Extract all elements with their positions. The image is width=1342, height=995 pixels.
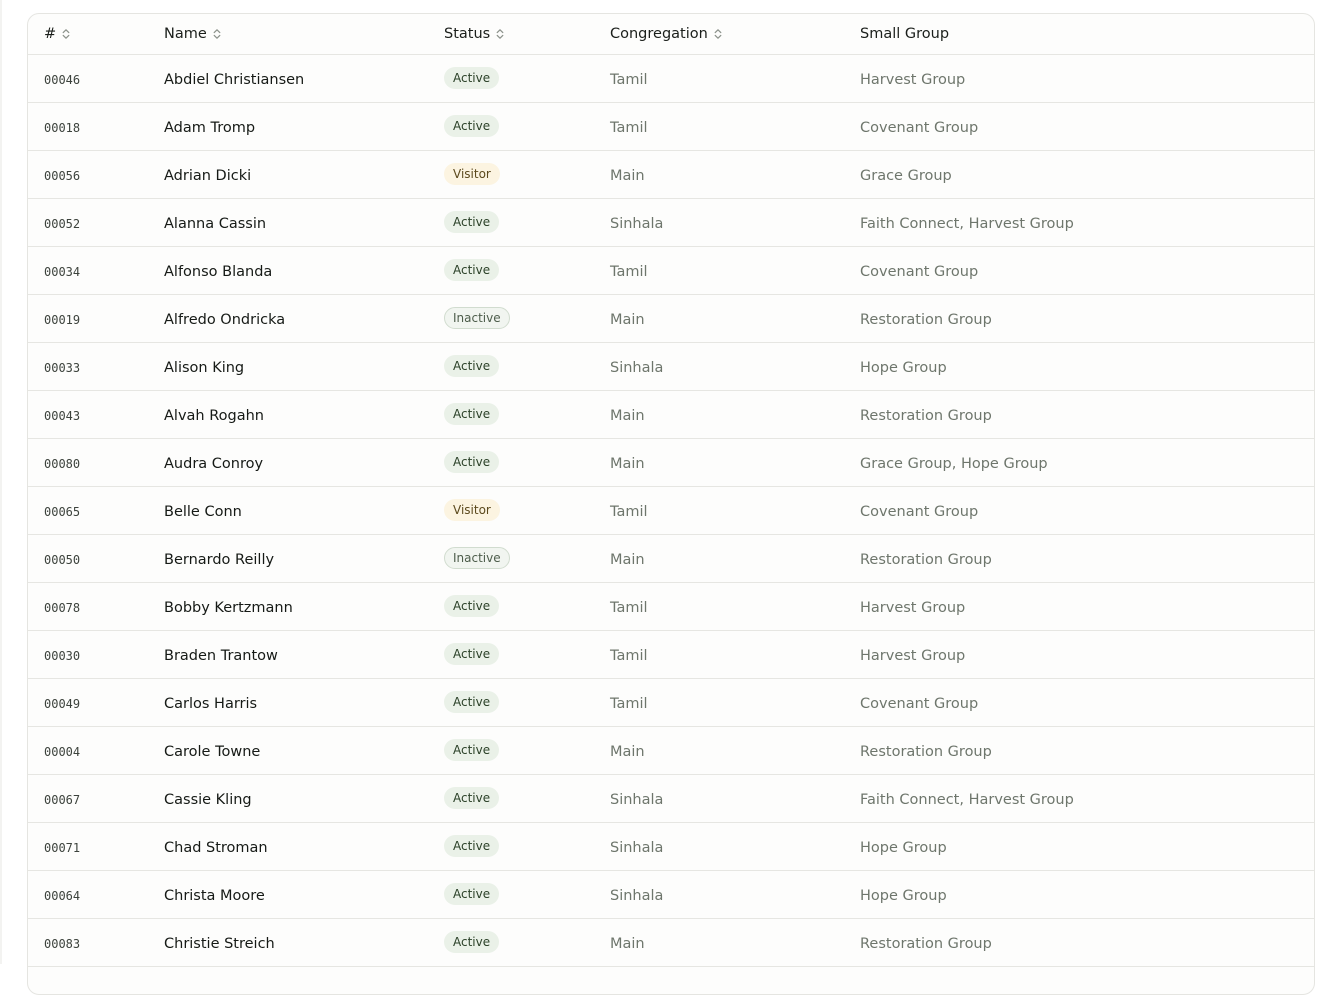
member-name[interactable]: Bernardo Reilly	[164, 551, 275, 568]
status-cell	[426, 342, 592, 390]
table-header	[28, 14, 1314, 54]
small-group-cell	[842, 822, 1314, 870]
table-row[interactable]	[28, 582, 1314, 630]
congregation: Main	[610, 407, 645, 424]
small-group-cell	[842, 726, 1314, 774]
member-id-cell	[28, 870, 146, 918]
table-row[interactable]	[28, 198, 1314, 246]
status-badge: Visitor	[444, 499, 500, 521]
column-header-id[interactable]	[28, 14, 146, 54]
member-id: 00034	[44, 264, 81, 279]
member-id: 00030	[44, 648, 81, 663]
page-left-edge	[0, 0, 2, 964]
status-badge: Active	[444, 451, 499, 473]
status-cell	[426, 486, 592, 534]
congregation: Main	[610, 551, 645, 568]
status-cell	[426, 582, 592, 630]
member-name-cell	[146, 726, 426, 774]
small-group: Restoration Group	[860, 551, 992, 568]
congregation-cell	[592, 54, 842, 102]
members-table	[28, 14, 1314, 967]
column-header-name-label: Name	[164, 25, 207, 42]
table-row[interactable]	[28, 246, 1314, 294]
small-group: Covenant Group	[860, 695, 979, 712]
member-name-cell	[146, 582, 426, 630]
member-id-cell	[28, 486, 146, 534]
status-cell	[426, 102, 592, 150]
status-badge: Active	[444, 355, 499, 377]
table-row[interactable]	[28, 486, 1314, 534]
member-id-cell	[28, 918, 146, 966]
column-header-status-label: Status	[444, 25, 491, 42]
table-row[interactable]	[28, 294, 1314, 342]
member-name[interactable]: Alison King	[164, 359, 245, 376]
status-cell	[426, 534, 592, 582]
congregation: Main	[610, 311, 645, 328]
congregation: Sinhala	[610, 887, 664, 904]
member-id: 00064	[44, 888, 81, 903]
congregation: Main	[610, 167, 645, 184]
status-badge: Active	[444, 595, 499, 617]
status-cell	[426, 774, 592, 822]
small-group: Harvest Group	[860, 71, 966, 88]
table-row[interactable]	[28, 342, 1314, 390]
column-header-small-group	[842, 14, 1314, 54]
congregation: Sinhala	[610, 215, 664, 232]
sort-icon[interactable]	[714, 28, 722, 40]
small-group-cell	[842, 630, 1314, 678]
small-group-cell	[842, 54, 1314, 102]
member-id-cell	[28, 390, 146, 438]
small-group: Faith Connect, Harvest Group	[860, 791, 1074, 808]
table-body	[28, 54, 1314, 966]
column-header-congregation-label: Congregation	[610, 25, 708, 42]
header-row	[28, 14, 1314, 54]
small-group-cell	[842, 534, 1314, 582]
congregation: Tamil	[610, 263, 648, 280]
member-id: 00080	[44, 456, 81, 471]
member-name-cell	[146, 534, 426, 582]
member-id-cell	[28, 726, 146, 774]
table-row[interactable]	[28, 630, 1314, 678]
member-id-cell	[28, 774, 146, 822]
small-group: Restoration Group	[860, 311, 992, 328]
status-cell	[426, 54, 592, 102]
status-badge: Active	[444, 883, 499, 905]
congregation-cell	[592, 870, 842, 918]
member-name[interactable]: Audra Conroy	[164, 455, 264, 472]
column-header-congregation[interactable]	[592, 14, 842, 54]
small-group-cell	[842, 246, 1314, 294]
table-row[interactable]	[28, 726, 1314, 774]
member-id: 00056	[44, 168, 81, 183]
congregation: Tamil	[610, 599, 648, 616]
member-name-cell	[146, 630, 426, 678]
status-cell	[426, 870, 592, 918]
congregation: Tamil	[610, 503, 648, 520]
congregation: Tamil	[610, 119, 648, 136]
congregation-cell	[592, 486, 842, 534]
status-badge: Active	[444, 787, 499, 809]
status-badge: Active	[444, 259, 499, 281]
member-name-cell	[146, 246, 426, 294]
small-group: Restoration Group	[860, 935, 992, 952]
status-badge: Visitor	[444, 163, 500, 185]
member-name-cell	[146, 342, 426, 390]
congregation: Tamil	[610, 695, 648, 712]
member-id: 00004	[44, 744, 81, 759]
member-id-cell	[28, 246, 146, 294]
small-group-cell	[842, 486, 1314, 534]
column-header-name[interactable]	[146, 14, 426, 54]
congregation-cell	[592, 342, 842, 390]
status-badge: Active	[444, 739, 499, 761]
congregation-cell	[592, 198, 842, 246]
member-id-cell	[28, 582, 146, 630]
status-cell	[426, 294, 592, 342]
table-row[interactable]	[28, 774, 1314, 822]
member-id: 00052	[44, 216, 81, 231]
table-row[interactable]	[28, 390, 1314, 438]
status-cell	[426, 390, 592, 438]
table-row[interactable]	[28, 534, 1314, 582]
member-name[interactable]: Carole Towne	[164, 743, 261, 760]
member-name-cell	[146, 390, 426, 438]
member-name-cell	[146, 774, 426, 822]
status-cell	[426, 630, 592, 678]
congregation-cell	[592, 582, 842, 630]
status-badge: Inactive	[444, 307, 510, 329]
small-group-cell	[842, 294, 1314, 342]
member-name-cell	[146, 102, 426, 150]
small-group: Grace Group, Hope Group	[860, 455, 1048, 472]
column-header-id-label: #	[44, 25, 57, 42]
small-group: Covenant Group	[860, 263, 979, 280]
member-id-cell	[28, 630, 146, 678]
member-id-cell	[28, 102, 146, 150]
status-cell	[426, 438, 592, 486]
member-name[interactable]: Abdiel Christiansen	[164, 71, 305, 88]
table-row[interactable]	[28, 678, 1314, 726]
congregation: Sinhala	[610, 839, 664, 856]
member-name-cell	[146, 150, 426, 198]
column-header-small-group-label: Small Group	[860, 25, 950, 42]
member-id: 00083	[44, 936, 81, 951]
small-group-cell	[842, 438, 1314, 486]
status-badge: Inactive	[444, 547, 510, 569]
sort-icon[interactable]	[62, 28, 70, 40]
member-name[interactable]: Alfonso Blanda	[164, 263, 273, 280]
small-group: Harvest Group	[860, 599, 966, 616]
congregation-cell	[592, 678, 842, 726]
congregation: Tamil	[610, 71, 648, 88]
small-group-cell	[842, 390, 1314, 438]
member-name[interactable]: Adam Tromp	[164, 119, 256, 136]
small-group-cell	[842, 198, 1314, 246]
member-name-cell	[146, 870, 426, 918]
congregation-cell	[592, 822, 842, 870]
status-badge: Active	[444, 211, 499, 233]
small-group: Grace Group	[860, 167, 952, 184]
congregation: Sinhala	[610, 791, 664, 808]
member-id: 00065	[44, 504, 81, 519]
member-name-cell	[146, 294, 426, 342]
congregation-cell	[592, 294, 842, 342]
table-row[interactable]	[28, 918, 1314, 966]
member-name[interactable]: Christie Streich	[164, 935, 275, 952]
table-row[interactable]	[28, 150, 1314, 198]
small-group: Hope Group	[860, 839, 947, 856]
small-group: Restoration Group	[860, 743, 992, 760]
congregation-cell	[592, 102, 842, 150]
member-id-cell	[28, 678, 146, 726]
small-group: Harvest Group	[860, 647, 966, 664]
member-name-cell	[146, 918, 426, 966]
member-name[interactable]: Bobby Kertzmann	[164, 599, 293, 616]
member-name-cell	[146, 438, 426, 486]
status-cell	[426, 678, 592, 726]
status-cell	[426, 246, 592, 294]
member-name[interactable]: Carlos Harris	[164, 695, 258, 712]
sort-icon[interactable]	[496, 28, 504, 40]
small-group: Restoration Group	[860, 407, 992, 424]
congregation-cell	[592, 726, 842, 774]
member-id: 00046	[44, 72, 81, 87]
member-id-cell	[28, 342, 146, 390]
column-header-status[interactable]	[426, 14, 592, 54]
status-badge: Active	[444, 643, 499, 665]
status-cell	[426, 726, 592, 774]
congregation: Main	[610, 935, 645, 952]
member-id: 00049	[44, 696, 81, 711]
table-row[interactable]	[28, 870, 1314, 918]
small-group-cell	[842, 870, 1314, 918]
member-name[interactable]: Braden Trantow	[164, 647, 278, 664]
table-row[interactable]	[28, 102, 1314, 150]
table-row[interactable]	[28, 822, 1314, 870]
status-badge: Active	[444, 835, 499, 857]
member-name[interactable]: Alanna Cassin	[164, 215, 267, 232]
congregation-cell	[592, 390, 842, 438]
congregation-cell	[592, 918, 842, 966]
small-group: Hope Group	[860, 887, 947, 904]
congregation: Main	[610, 455, 645, 472]
member-id: 00078	[44, 600, 81, 615]
status-cell	[426, 918, 592, 966]
member-name-cell	[146, 486, 426, 534]
member-name-cell	[146, 198, 426, 246]
small-group-cell	[842, 342, 1314, 390]
small-group: Faith Connect, Harvest Group	[860, 215, 1074, 232]
member-id: 00019	[44, 312, 81, 327]
member-name-cell	[146, 822, 426, 870]
congregation-cell	[592, 438, 842, 486]
status-badge: Active	[444, 931, 499, 953]
member-name[interactable]: Belle Conn	[164, 503, 242, 520]
member-name[interactable]: Adrian Dicki	[164, 167, 252, 184]
member-id: 00033	[44, 360, 81, 375]
status-badge: Active	[444, 67, 499, 89]
congregation: Tamil	[610, 647, 648, 664]
member-id-cell	[28, 438, 146, 486]
congregation: Sinhala	[610, 359, 664, 376]
member-id-cell	[28, 822, 146, 870]
member-id-cell	[28, 534, 146, 582]
status-cell	[426, 822, 592, 870]
sort-icon[interactable]	[213, 28, 221, 40]
small-group-cell	[842, 774, 1314, 822]
member-name[interactable]: Christa Moore	[164, 887, 265, 904]
member-id: 00018	[44, 120, 81, 135]
small-group: Covenant Group	[860, 119, 979, 136]
small-group-cell	[842, 678, 1314, 726]
member-name-cell	[146, 678, 426, 726]
member-id: 00050	[44, 552, 81, 567]
small-group-cell	[842, 918, 1314, 966]
congregation: Main	[610, 743, 645, 760]
members-table-card	[27, 13, 1315, 995]
congregation-cell	[592, 630, 842, 678]
status-cell	[426, 198, 592, 246]
table-row[interactable]	[28, 54, 1314, 102]
member-name[interactable]: Chad Stroman	[164, 839, 268, 856]
member-name[interactable]: Alvah Rogahn	[164, 407, 264, 424]
small-group: Covenant Group	[860, 503, 979, 520]
table-row[interactable]	[28, 438, 1314, 486]
status-badge: Active	[444, 115, 499, 137]
member-name[interactable]: Cassie Kling	[164, 791, 252, 808]
member-id: 00043	[44, 408, 81, 423]
congregation-cell	[592, 150, 842, 198]
congregation-cell	[592, 774, 842, 822]
congregation-cell	[592, 246, 842, 294]
member-id-cell	[28, 294, 146, 342]
small-group-cell	[842, 582, 1314, 630]
status-badge: Active	[444, 403, 499, 425]
member-id: 00067	[44, 792, 81, 807]
member-id-cell	[28, 198, 146, 246]
small-group-cell	[842, 102, 1314, 150]
small-group: Hope Group	[860, 359, 947, 376]
status-badge: Active	[444, 691, 499, 713]
small-group-cell	[842, 150, 1314, 198]
member-id-cell	[28, 54, 146, 102]
member-name[interactable]: Alfredo Ondricka	[164, 311, 286, 328]
congregation-cell	[592, 534, 842, 582]
member-name-cell	[146, 54, 426, 102]
member-id-cell	[28, 150, 146, 198]
member-id: 00071	[44, 840, 81, 855]
status-cell	[426, 150, 592, 198]
